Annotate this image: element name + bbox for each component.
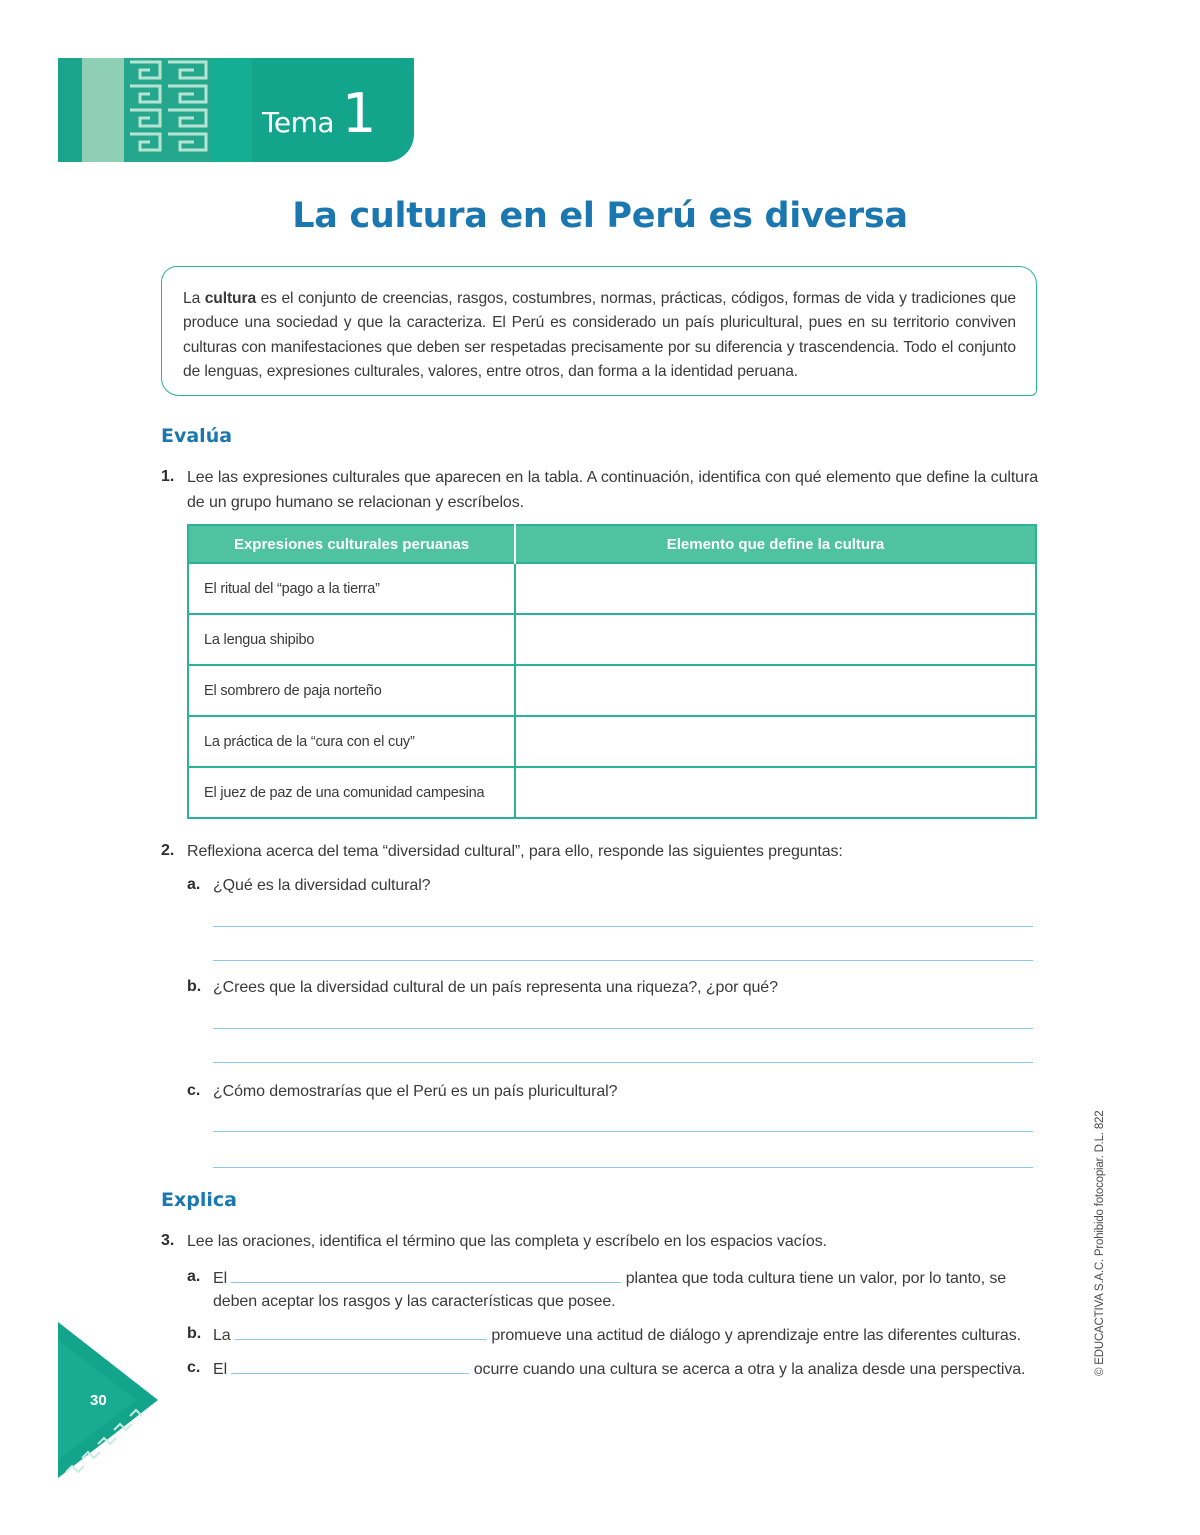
expression-cell: El sombrero de paja norteño xyxy=(188,665,515,716)
table-row xyxy=(188,767,1036,818)
banner-stripe xyxy=(212,58,252,162)
question-text: Lee las expresiones culturales que aparecen en la tabla. A continuación, identifica con qué elemento que define la cultura de un grupo humano se relacionan y escríbelos. xyxy=(187,469,1038,511)
page-corner-ornament xyxy=(58,1322,158,1478)
table-row xyxy=(188,614,1036,665)
fill-in-sentence xyxy=(213,1356,1025,1382)
sub-question-letter: a. xyxy=(187,876,201,893)
banner-stripe xyxy=(82,58,124,162)
table-row xyxy=(188,563,1036,614)
answer-cell[interactable] xyxy=(515,716,1036,767)
sentence-prefix: El xyxy=(213,1361,228,1378)
answer-line[interactable] xyxy=(213,1028,1033,1029)
expression-cell: La lengua shipibo xyxy=(188,614,515,665)
page-number: 30 xyxy=(90,1392,107,1409)
expression-cell: La práctica de la “cura con el cuy” xyxy=(188,716,515,767)
sub-question-text: ¿Cómo demostrarías que el Perú es un país pluricultural? xyxy=(213,1083,618,1100)
sub-question-letter: c. xyxy=(187,1082,201,1099)
sub-question-letter: b. xyxy=(187,978,202,995)
table-header-cell: Expresiones culturales peruanas xyxy=(188,525,515,563)
copyright-notice: © EDUCACTIVA S.A.C. Prohibido fotocopiar. D.L. 822 xyxy=(1094,1110,1106,1376)
sentence-continuation: deben aceptar los rasgos y las características que posee. xyxy=(213,1293,616,1310)
section-heading-evalua: Evalúa xyxy=(161,425,233,447)
intro-text-start: La xyxy=(183,290,205,307)
intro-box xyxy=(161,266,1037,396)
table-header-cell: Elemento que define la cultura xyxy=(515,525,1036,563)
question-text: Reflexiona acerca del tema “diversidad cultural”, para ello, responde las siguientes preguntas: xyxy=(187,843,843,860)
table-row xyxy=(188,665,1036,716)
intro-text xyxy=(183,287,1016,384)
question-number: 2. xyxy=(161,842,175,859)
expression-cell: El juez de paz de una comunidad campesina xyxy=(188,767,515,818)
answer-line[interactable] xyxy=(213,960,1033,961)
answer-line[interactable] xyxy=(213,1131,1033,1132)
answer-cell[interactable] xyxy=(515,563,1036,614)
section-heading-explica: Explica xyxy=(161,1189,237,1211)
sentence-prefix: La xyxy=(213,1327,231,1344)
sentence-prefix: El xyxy=(213,1270,228,1287)
sub-question-letter: a. xyxy=(187,1268,201,1285)
table-row xyxy=(188,716,1036,767)
page-title: La cultura en el Perú es diversa xyxy=(292,196,908,236)
table-header-row xyxy=(188,525,1036,563)
sub-question-letter: b. xyxy=(187,1325,202,1342)
intro-keyword: cultura xyxy=(204,290,257,307)
sentence-suffix: plantea que toda cultura tiene un valor, por lo tanto, se xyxy=(625,1270,1007,1287)
answer-cell[interactable] xyxy=(515,665,1036,716)
fill-in-sentence xyxy=(213,1265,1039,1291)
tema-number: 1 xyxy=(342,82,377,145)
sub-question-letter: c. xyxy=(187,1359,201,1376)
culture-table xyxy=(187,524,1037,819)
banner-stripe xyxy=(58,58,82,162)
sentence-suffix: ocurre cuando una cultura se acerca a otra y la analiza desde una perspectiva. xyxy=(473,1361,1026,1378)
sentence-suffix: promueve una actitud de diálogo y aprendizaje entre las diferentes culturas. xyxy=(491,1327,1021,1344)
tema-banner xyxy=(58,58,414,162)
fill-in-blank[interactable] xyxy=(231,1356,469,1374)
fill-in-sentence xyxy=(213,1322,1021,1348)
answer-line[interactable] xyxy=(213,926,1033,927)
answer-line[interactable] xyxy=(213,1167,1033,1168)
fill-in-blank[interactable] xyxy=(231,1265,621,1283)
tema-label: Tema xyxy=(262,106,335,139)
question-number: 1. xyxy=(161,468,175,485)
answer-cell[interactable] xyxy=(515,767,1036,818)
intro-text-rest: es el conjunto de creencias, rasgos, costumbres, normas, prácticas, códigos, formas de vida y tradiciones que produce una sociedad y que la caracteriza. El Perú es considerado un país pluricultural, pues en su territorio conviven culturas con manifestaciones que deben ser respetadas precisamente por su diferencia y trascendencia. Todo el conjunto de lenguas, expresiones culturales, valores, entre otros, dan forma a la identidad peruana. xyxy=(183,290,1016,380)
expression-cell: El ritual del “pago a la tierra” xyxy=(188,563,515,614)
sub-question-text: ¿Qué es la diversidad cultural? xyxy=(213,877,431,894)
answer-line[interactable] xyxy=(213,1062,1033,1063)
question-text: Lee las oraciones, identifica el término que las completa y escríbelo en los espacios vacíos. xyxy=(187,1233,827,1250)
fill-in-blank[interactable] xyxy=(235,1322,487,1340)
answer-cell[interactable] xyxy=(515,614,1036,665)
question-number: 3. xyxy=(161,1232,175,1249)
greek-fret-ornament xyxy=(124,58,212,162)
sub-question-text: ¿Crees que la diversidad cultural de un país representa una riqueza?, ¿por qué? xyxy=(213,979,778,996)
